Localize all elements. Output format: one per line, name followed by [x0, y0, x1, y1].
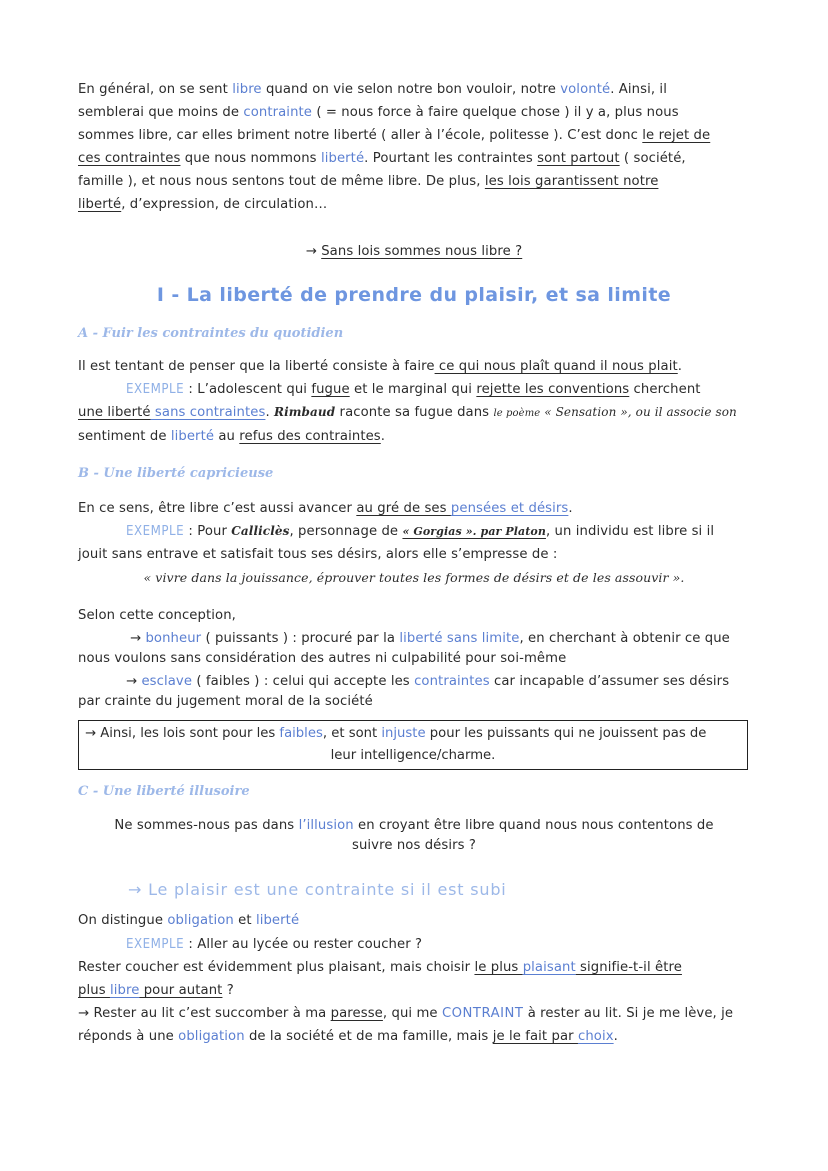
- subsection-a-heading: A - Fuir les contraintes du quotidien: [78, 326, 344, 341]
- arrow-icon: →: [305, 244, 322, 259]
- c-line-2: EXEMPLE : Aller au lycée ou rester coucher ?: [126, 937, 423, 952]
- b-line-1: En ce sens, être libre c’est aussi avancer au gré de ses pensées et désirs.: [78, 501, 573, 516]
- c-arrow-title: → Le plaisir est une contrainte si il est subi: [128, 880, 507, 899]
- c-question-line-1: Ne sommes-nous pas dans l’illusion en croyant être libre quand nous nous contentons de: [114, 818, 714, 833]
- b-line-8: → esclave ( faibles ) : celui qui accepte les contraintes car incapable d’assumer ses désirs: [126, 674, 730, 689]
- b-line-3: jouit sans entrave et satisfait tous ses désirs, alors elle s’empresse de :: [78, 547, 558, 562]
- b-line-9: par crainte du jugement moral de la société: [78, 694, 373, 709]
- b-line-7: nous voulons sans considération des autres ni culpabilité pour soi-même: [78, 651, 567, 666]
- a-line-2: EXEMPLE : L’adolescent qui fugue et le marginal qui rejette les conventions cherchent: [126, 382, 701, 397]
- b-quote: « vivre dans la jouissance, éprouver toutes les formes de désirs et de les assouvir ».: [143, 570, 685, 585]
- intro-line-5: famille ), et nous nous sentons tout de même libre. De plus, les lois garantissent notre: [78, 174, 659, 189]
- c-line-3: Rester coucher est évidemment plus plaisant, mais choisir le plus plaisant signifie-t-il être: [78, 960, 682, 975]
- b-line-5: Selon cette conception,: [78, 608, 236, 623]
- subsection-a-body: [78, 355, 750, 448]
- c-question-line-2: suivre nos désirs ?: [351, 838, 477, 853]
- a-line-1: Il est tentant de penser que la liberté consiste à faire ce qui nous plaît quand il nous plait.: [78, 359, 683, 374]
- intro-line-1: En général, on se sent libre quand on vie selon notre bon vouloir, notre volonté. Ainsi, il: [78, 82, 667, 97]
- example-label: EXEMPLE: [126, 937, 185, 952]
- c-line-5: → Rester au lit c’est succomber à ma paresse, qui me CONTRAINT à rester au lit. Si je me lève, je: [78, 1006, 734, 1021]
- arrow-icon: →: [130, 631, 146, 646]
- c-body: [78, 909, 750, 1048]
- box-line-2: leur intelligence/charme.: [330, 748, 496, 763]
- intro-line-3: sommes libre, car elles briment notre liberté ( aller à l’école, politesse ). C’est donc le rejet de: [78, 128, 711, 143]
- conclusion-box: [78, 720, 748, 770]
- example-label: EXEMPLE: [126, 524, 185, 539]
- a-line-3: une liberté sans contraintes. Rimbaud raconte sa fugue dans le poème « Sensation », ou il associe son: [78, 405, 737, 420]
- c-question: [78, 814, 750, 857]
- b-line-6: → bonheur ( puissants ) : procuré par la liberté sans limite, en cherchant à obtenir ce que: [130, 631, 730, 646]
- subsection-b-heading: B - Une liberté capricieuse: [78, 466, 274, 481]
- intro-line-2: semblerai que moins de contrainte ( = nous force à faire quelque chose ) il y a, plus nous: [78, 105, 679, 120]
- c-line-6: réponds à une obligation de la société et de ma famille, mais je le fait par choix.: [78, 1029, 618, 1044]
- box-line-1: → Ainsi, les lois sont pour les faibles, et sont injuste pour les puissants qui ne jouissent pas de: [85, 726, 707, 741]
- section-title: I - La liberté de prendre du plaisir, et sa limite: [156, 284, 672, 306]
- subsection-b-conception: [78, 604, 750, 713]
- b-line-2: EXEMPLE : Pour Calliclès, personnage de « Gorgias ». par Platon, un individu est libre si il: [126, 524, 715, 539]
- subsection-c-heading: C - Une liberté illusoire: [78, 784, 250, 799]
- intro-line-6: liberté, d’expression, de circulation…: [78, 197, 328, 212]
- example-label: EXEMPLE: [126, 382, 185, 397]
- c-line-4: plus libre pour autant ?: [78, 983, 234, 998]
- c-line-1: On distingue obligation et liberté: [78, 913, 300, 928]
- arrow-icon: →: [126, 674, 142, 689]
- subsection-b-intro: [78, 497, 750, 589]
- intro-question: → Sans lois sommes nous libre ?: [305, 244, 523, 259]
- intro-line-4: ces contraintes que nous nommons liberté. Pourtant les contraintes sont partout ( société,: [78, 151, 686, 166]
- a-line-4: sentiment de liberté au refus des contraintes.: [78, 429, 386, 444]
- intro-paragraph: [78, 78, 750, 216]
